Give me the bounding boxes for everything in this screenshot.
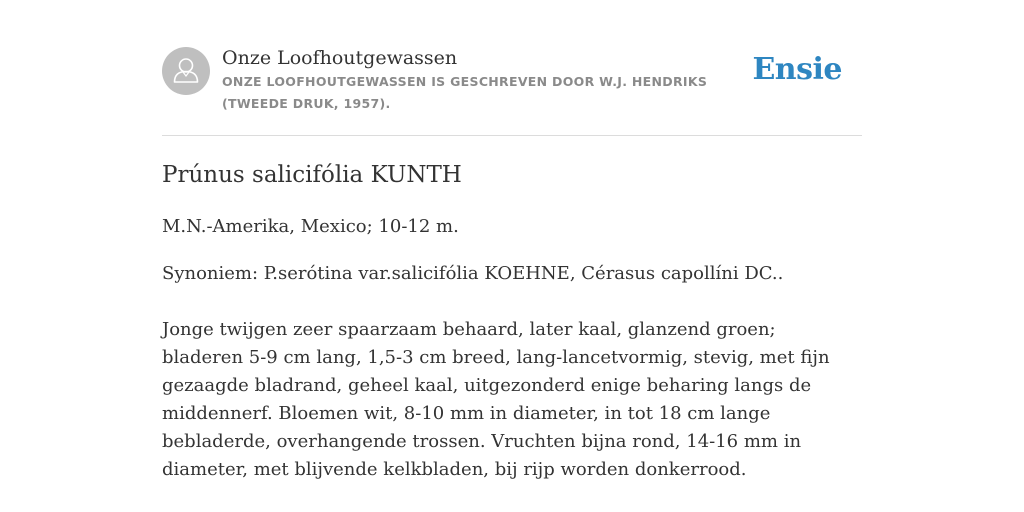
entry-title: Prúnus salicifólia KUNTH <box>162 162 462 188</box>
entry-synonyms: Synoniem: P.serótina var.salicifólia KOEHNE, Cérasus capollíni DC.. <box>162 263 784 284</box>
source-avatar[interactable] <box>162 47 210 95</box>
source-title[interactable]: Onze Loofhoutgewassen <box>222 47 458 69</box>
entry-description: Jonge twijgen zeer spaarzaam behaard, later kaal, glanzend groen; bladeren 5-9 cm lang, 1,5-3 cm breed, lang-lancetvormig, stevig, met fijn gezaagde bladrand, geheel kaal, uitgezonderd enige beharing langs de middennerf. Bloemen wit, 8-10 mm in diameter, in tot 18 cm lange bebladerde, overhangende trossen. Vruchten bijna rond, 14-16 mm in diameter, met blijvende kelkbladen, bij rijp worden donkerrood. <box>162 319 830 480</box>
source-description: ONZE LOOFHOUTGEWASSEN IS GESCHREVEN DOOR W.J. HENDRIKS (TWEEDE DRUK, 1957). <box>222 74 708 111</box>
source-header <box>162 46 862 136</box>
ensie-logo[interactable]: Ensie <box>752 52 842 87</box>
entry-distribution: M.N.-Amerika, Mexico; 10-12 m. <box>162 216 459 237</box>
user-icon <box>162 47 210 95</box>
entry-card <box>162 46 862 502</box>
entry-content <box>162 160 862 484</box>
source-info <box>222 46 752 115</box>
